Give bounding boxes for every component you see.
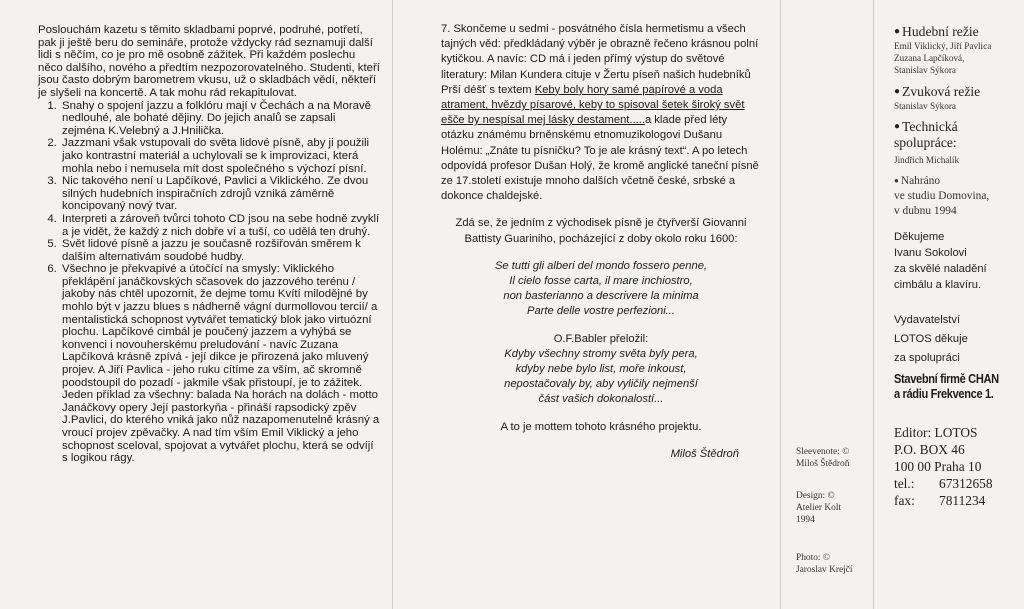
recording-credit: [894, 173, 1024, 219]
credit-name: Stanislav Sýkora: [894, 100, 957, 111]
intro-paragraph: Poslouchám kazetu s těmito skladbami poprvé, podruhé, potřetí, pak ji ještě beru do semináře, protože vždycky rád seznamuji další lidi s něčím, co je pro mě osobně zážitek. Při každém poslechu něco dalšího, nového a předtím nezpozorovatelného. Studenti, kteří jsou často dobrým barometrem vkusu, už o skladbách vědí, někteří je slyšeli na koncertě. A tak mohu rád rekapitulovat.: [38, 24, 380, 99]
italian-poem-line: Il cielo fosse carta, il mare inchiostro,: [509, 275, 693, 288]
liner-notes-panel-1: [0, 0, 392, 609]
point-1: 1. Snahy o spojení jazzu a folklóru mají v Čechách a na Moravě nedlouhé, ale bohaté dějiny. Do jejich analů se zapsali zejména K.Velebný a J.Hnilička.: [60, 100, 380, 138]
point-5: 5. Svět lidové písně a jazzu je současně rozšiřován směrem k dalším alternativám soudobé hudby.: [60, 238, 380, 263]
credit-line: Jaroslav Krejčí: [796, 565, 853, 576]
tel-label: tel.:: [894, 476, 915, 492]
czech-poem-line: část vašich dokonalostí...: [538, 393, 664, 406]
po-box-line: P.O. BOX 46: [894, 442, 965, 458]
small-credits-panel: [784, 0, 866, 609]
italian-poem-line: Parte delle vostre perfezioni...: [527, 305, 675, 318]
thanks-line: Děkujeme: [894, 231, 945, 244]
italian-poem-line: non basterianno a descrivere la minima: [503, 290, 699, 303]
guarini-intro: Zdá se, že jedním z východisek písně je čtyřverší Giovanni Battisty Guariniho, pocházející z doby okolo roku 1600:: [455, 217, 747, 245]
credit-line: 1994: [796, 515, 815, 526]
point-3: 3. Nic takového není u Lapčíkové, Pavlici a Viklického. Ze dvou silných hudebních inspiračních zdrojů vzniká záměrně koncipovaný nový tvar.: [60, 175, 380, 213]
point-7-text-before: 7. Skončeme u sedmi - posvátného čísla hermetismu a všech tajných věd: předkládaný výběr je obrazně řečeno krásnou polní kytičkou. A navíc: CD má i jeden přímý výstup do světové literatury: Milan Kundera cituje v Žertu píseň našich hudebníků Prší déšť s textem: [441, 23, 759, 96]
sponsor-line: a rádiu Frekvence 1.: [894, 387, 994, 402]
translator-line: O.F.Babler přeložil:: [553, 332, 649, 345]
recorded-line: v dubnu 1994: [894, 205, 957, 218]
credit-heading: Hudební režie: [902, 24, 979, 39]
editor-line: Editor: LOTOS: [894, 425, 978, 441]
recorded-line: Nahráno: [900, 175, 941, 188]
production-credits-panel: [878, 0, 1024, 609]
czech-poem: [441, 347, 761, 408]
credit-name: Emil Viklický, Jiří Pavlica: [894, 41, 992, 51]
czech-poem-line: nepostačovaly by, aby vyličily nejmenší: [504, 378, 698, 391]
design-credit: [796, 490, 841, 527]
music-direction-credit: [894, 24, 1024, 77]
publisher-address: [894, 424, 1024, 509]
credit-heading: spolupráce:: [894, 134, 957, 150]
sound-direction-credit: [894, 84, 1024, 112]
signature: Miloš Štědroň: [670, 447, 739, 460]
publisher-thanks: [894, 311, 1024, 402]
point-7: [441, 22, 761, 204]
telephone-row: [894, 475, 1024, 492]
credit-line: Atelier Kolt: [796, 503, 842, 514]
numbered-points: [38, 100, 380, 465]
fax-label: fax:: [894, 493, 915, 509]
thanks-line: za skvělé naladění: [894, 263, 987, 276]
credit-line: Miloš Štědroň: [796, 459, 850, 470]
point-4: 4. Interpreti a zároveň tvůrci tohoto CD jsou na sebe hodně zvyklí a je vidět, že každý z nich dobře ví a tuší, co udělá ten druhý.: [60, 213, 380, 238]
fax-number: 7811234: [939, 493, 986, 509]
czech-poem-line: kdyby nebe bylo list, moře inkoust,: [515, 363, 687, 376]
fold-line-1: [392, 0, 393, 609]
credit-name: Jindřich Michalík: [894, 154, 960, 165]
thanks-line: cimbálu a klavíru.: [894, 279, 982, 292]
credit-line: Sleevenote: ©: [796, 447, 850, 457]
fax-row: [894, 492, 1024, 509]
fold-line-2: [780, 0, 781, 609]
recorded-line: ve studiu Domovina,: [894, 190, 990, 203]
bullet-icon: ●: [894, 85, 901, 97]
thanks-block: [894, 229, 1024, 293]
fold-line-3: [873, 0, 874, 609]
point-2: 2. Jazzmani však vstupovali do světa lidové písně, aby ji použili jako kontrastní materiál a uchylovali se k improvizaci, která mohla nebo i nemusela mít dost společného s výchozí písní.: [60, 137, 380, 175]
credit-name: Stanislav Sýkora: [894, 65, 957, 76]
bullet-icon: ●: [894, 120, 901, 132]
italian-poem: [441, 259, 761, 320]
credit-line: Photo: ©: [796, 553, 830, 563]
point-6: 6. Všechno je překvapivé a útočící na smysly: Viklického překlápění janáčkovských sčasovek do jazzového terénu / jakoby nás chtěl upozornit, že dejme tomu Kvítí milodějné by mohlo být v jazzu blues s nádherně vágní durmollovou tercií/ a mentalistická schopnost vytvářet tematický blok jako virtuózní plochu. Lapčíkové cimbál je poučený jazzem a vyhýbá se konvenci i novouherskému preludování - navíc Zuzana Lapčíková krásně zpívá - její dikce je přirozená jako mluvený projev. A Jiří Pavlica - jeho ruku cítíme za vším, ač skromně poodstoupil do pozadí - jakmile však přistoupí, je to zážitek. Jeden příklad za všechny: balada Na horách na dolách - motto Janáčkovy opery Její pastorkyňa - přináší rapsodický zpěv J.Pavlici, do kterého vniká jako nůž nazapomenutelně krásný a vroucí projev zpěvačky. A nad tím vším Emil Viklický a jeho schopnost sceloval, spojovat a vytvářet plochu, která se odvíjí s logikou rágy.: [60, 263, 380, 465]
liner-notes-panel-2: [395, 0, 773, 609]
credit-heading: Zvuková režie: [902, 83, 981, 99]
bullet-icon: ●: [894, 26, 901, 37]
technical-credit: [894, 119, 1024, 166]
tel-number: 67312658: [939, 476, 993, 492]
sponsor-line: Stavební firmě CHAN: [894, 372, 999, 387]
song-lyric-quote: Keby boly hory samé papírové a voda atrament, hvězdy písarové, keby to spisoval šetek široký svět ešče by nespísal mej lásky destament.....: [441, 83, 745, 127]
city-line: 100 00 Praha 10: [894, 459, 982, 475]
bullet-icon: ●: [894, 176, 899, 186]
photo-credit: [796, 552, 853, 576]
sleevenote-credit: [796, 446, 849, 470]
publisher-line: LOTOS děkuje: [894, 333, 968, 346]
credit-heading: Technická: [902, 118, 958, 134]
credit-line: Design: ©: [796, 491, 835, 501]
credit-name: Zuzana Lapčíková,: [894, 53, 965, 64]
closing-line: A to je mottem tohoto krásného projektu.: [500, 420, 702, 433]
point-7-text-after: a klade před léty otázku známému brněnskému etnomuzikologovi Dušanu Holému: „Znáte tu písničku? To je ale krásný text“. A po letech odpovídá profesor Dušan Holý, že kromě anglické taneční písně ze 17.století existuje mnoho dalších včetně české, srbské a dokonce chaldejské.: [441, 114, 759, 203]
publisher-line: za spolupráci: [894, 352, 960, 365]
czech-poem-line: Kdyby všechny stromy světa byly pera,: [504, 347, 698, 360]
publisher-line: Vydavatelství: [894, 314, 961, 327]
thanks-line: Ivanu Sokolovi: [894, 247, 967, 260]
italian-poem-line: Se tutti gli alberi del mondo fossero penne,: [494, 259, 708, 272]
